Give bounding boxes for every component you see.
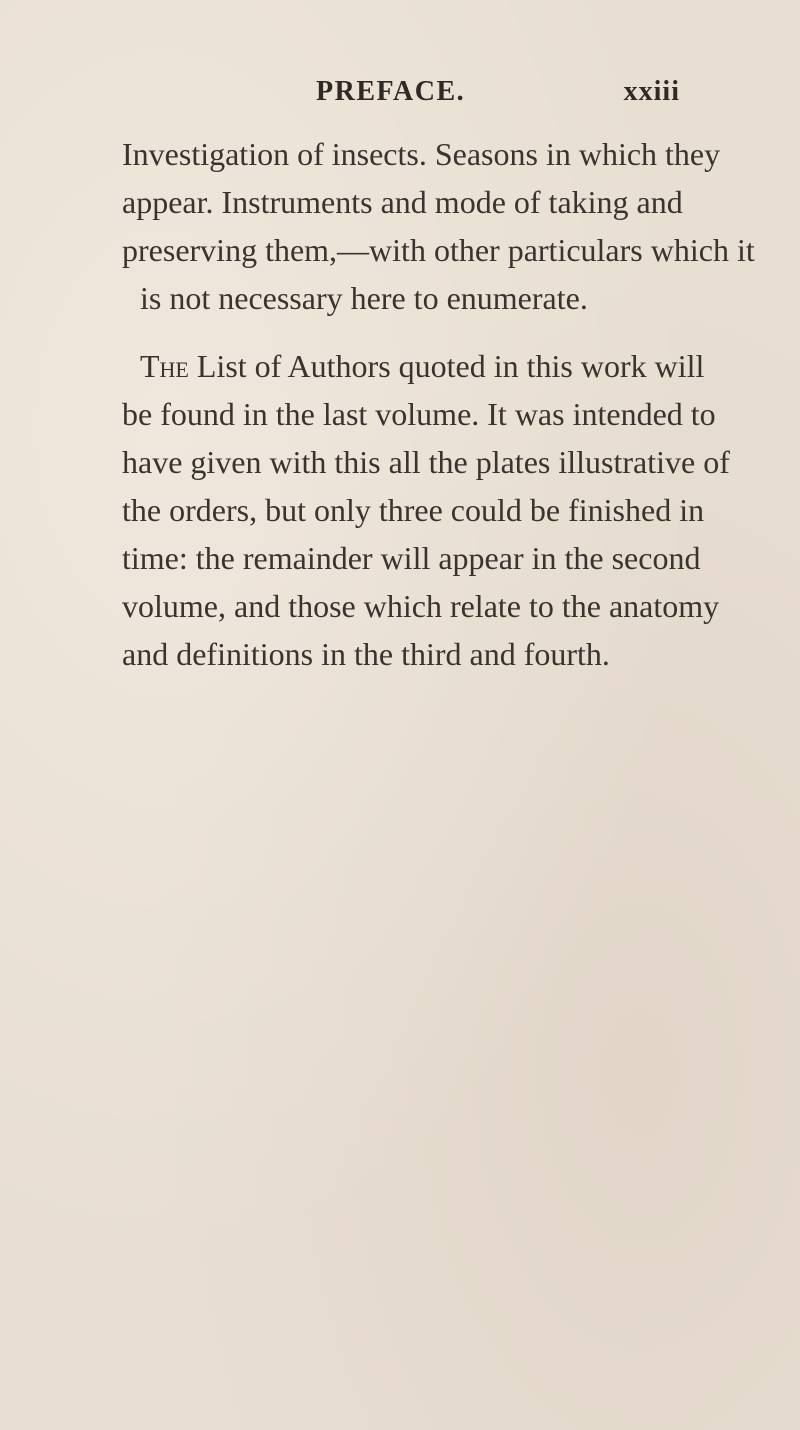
text-line: is not necessary here to enumerate. <box>140 280 588 316</box>
text-line-rest: List of Authors quoted in this work will <box>188 348 705 384</box>
text-line: appear. Instruments and mode of taking and <box>122 184 683 220</box>
text-line: preserving them,—with other particulars which it <box>122 232 755 268</box>
text-line-first <box>140 348 705 385</box>
text-line: volume, and those which relate to the anatomy <box>122 588 720 624</box>
text-line: time: the remainder will appear in the second <box>122 540 701 576</box>
text-line: and definitions in the third and fourth. <box>122 636 610 672</box>
text-line: be found in the last volume. It was intended to <box>122 396 716 432</box>
running-head <box>0 76 800 112</box>
page-number: xxiii <box>623 76 680 107</box>
text-line: the orders, but only three could be finished in <box>122 492 705 528</box>
text-line: Investigation of insects. Seasons in which they <box>122 136 721 172</box>
running-head-title: PREFACE. <box>316 76 466 107</box>
text-line: have given with this all the plates illustrative of <box>122 444 730 480</box>
lead-small-caps: The <box>140 348 189 384</box>
